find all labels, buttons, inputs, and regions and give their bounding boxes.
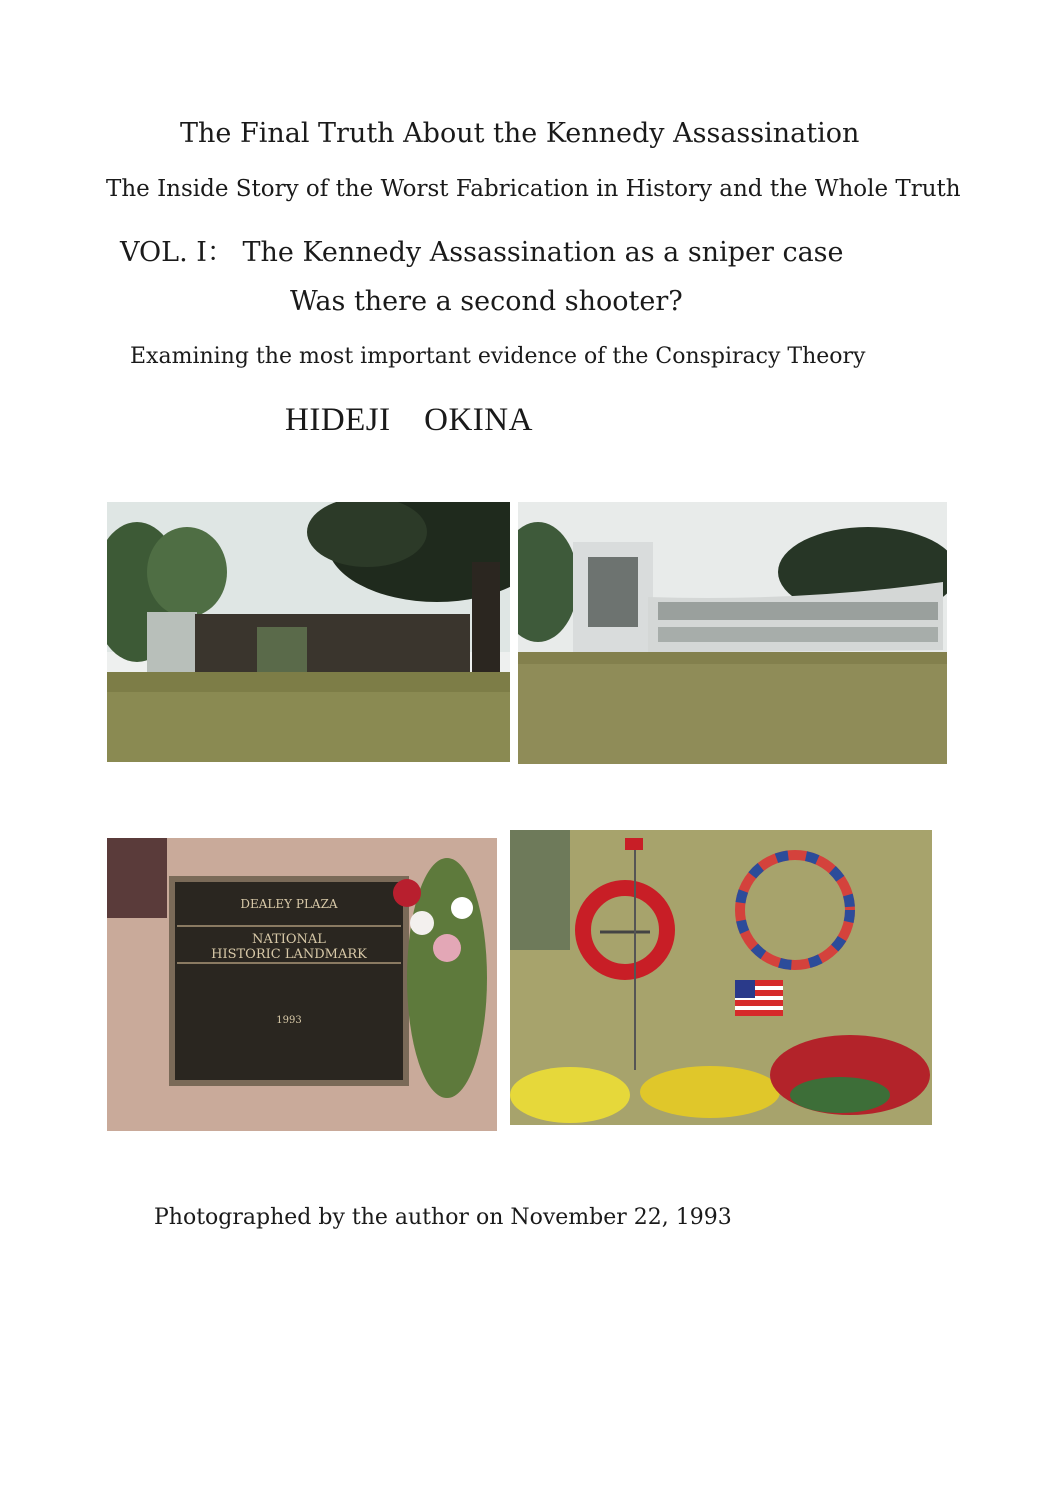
plaque-line-1: DEALEY PLAZA (240, 897, 338, 911)
photo-pergola-colonnade (518, 502, 947, 764)
plaque-line-3: HISTORIC LANDMARK (211, 947, 367, 962)
photo-grassy-knoll-fence (107, 502, 510, 762)
volume-title: VOL. I： The Kennedy Assassination as a sniper case (120, 237, 844, 268)
plaque-line-2: NATIONAL (252, 932, 326, 947)
plaque-year: 1993 (276, 1015, 302, 1026)
tagline: Examining the most important evidence of the Conspiracy Theory (130, 344, 866, 369)
author-name: HIDEJI OKINA (285, 402, 533, 438)
book-subtitle: The Inside Story of the Worst Fabrication in History and the Whole Truth (106, 176, 961, 202)
photo-memorial-wreaths (510, 830, 932, 1125)
book-title: The Final Truth About the Kennedy Assassination (180, 118, 860, 149)
photo-historic-landmark-plaque (107, 838, 497, 1131)
volume-question: Was there a second shooter? (290, 286, 683, 317)
photo-caption: Photographed by the author on November 22, 1993 (154, 1205, 732, 1230)
